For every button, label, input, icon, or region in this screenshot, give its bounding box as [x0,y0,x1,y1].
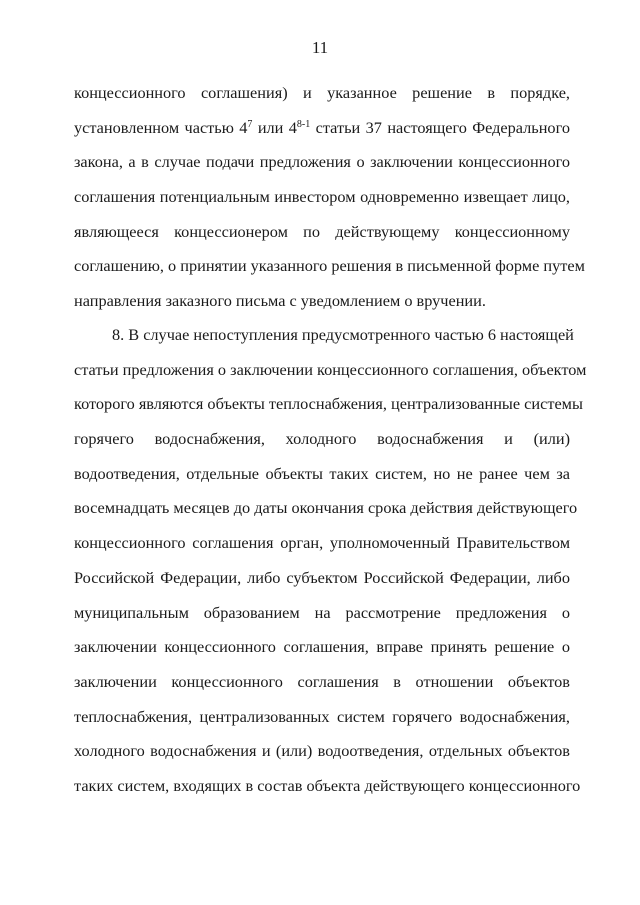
text-line: соглашению, о принятии указанного решения в письменной форме путем [74,256,585,276]
text-fragment: установленном частью 4 [74,117,248,137]
text-line: которого являются объекты теплоснабжения, централизованные системы [74,394,583,414]
text-fragment: или 4 [252,117,297,137]
text-line: 8. В случае непоступления предусмотренного частью 6 настоящей [112,325,574,344]
paragraph-continuation [74,76,585,319]
page-number: 11 [311,38,329,57]
text-line: теплоснабжения, централизованных систем горячего водоснабжения, [74,706,570,726]
text-line: Российской Федерации, либо субъектом Российской Федерации, либо [74,567,570,587]
text-line: холодного водоснабжения и (или) водоотведения, отдельных объектов [74,741,570,761]
text-line: заключении концессионного соглашения в отношении объектов [74,671,570,691]
text-line: восемнадцать месяцев до даты окончания срока действия действующего [74,498,578,518]
text-line-with-superscripts [74,111,570,146]
text-line: соглашения потенциальным инвестором одновременно извещает лицо, [74,187,570,207]
text-line: водоотведения, отдельные объекты таких систем, но не ранее чем за [74,463,570,483]
text-line: заключении концессионного соглашения, вправе принять решение о [74,637,570,657]
text-line: статьи предложения о заключении концессионного соглашения, объектом [74,359,587,379]
text-line: закона, а в случае подачи предложения о заключении концессионного [74,152,570,172]
superscript: 7 [247,118,253,130]
text-line: являющееся концессионером по действующему концессионному [74,221,570,241]
text-line: таких систем, входящих в состав объекта действующего концессионного [74,775,581,795]
text-line: концессионного соглашения) и указанное решение в порядке, [74,83,570,102]
text-line: направления заказного письма с уведомлением о вручении. [74,291,486,311]
text-fragment: статьи 37 настоящего Федерального [310,117,570,137]
superscript: 8-1 [296,118,311,130]
text-line: концессионного соглашения орган, уполномоченный Правительством [74,533,570,553]
paragraph-8 [74,318,587,804]
text-line: горячего водоснабжения, холодного водоснабжения и (или) [74,429,570,449]
text-line: муниципальным образованием на рассмотрение предложения о [74,602,570,622]
